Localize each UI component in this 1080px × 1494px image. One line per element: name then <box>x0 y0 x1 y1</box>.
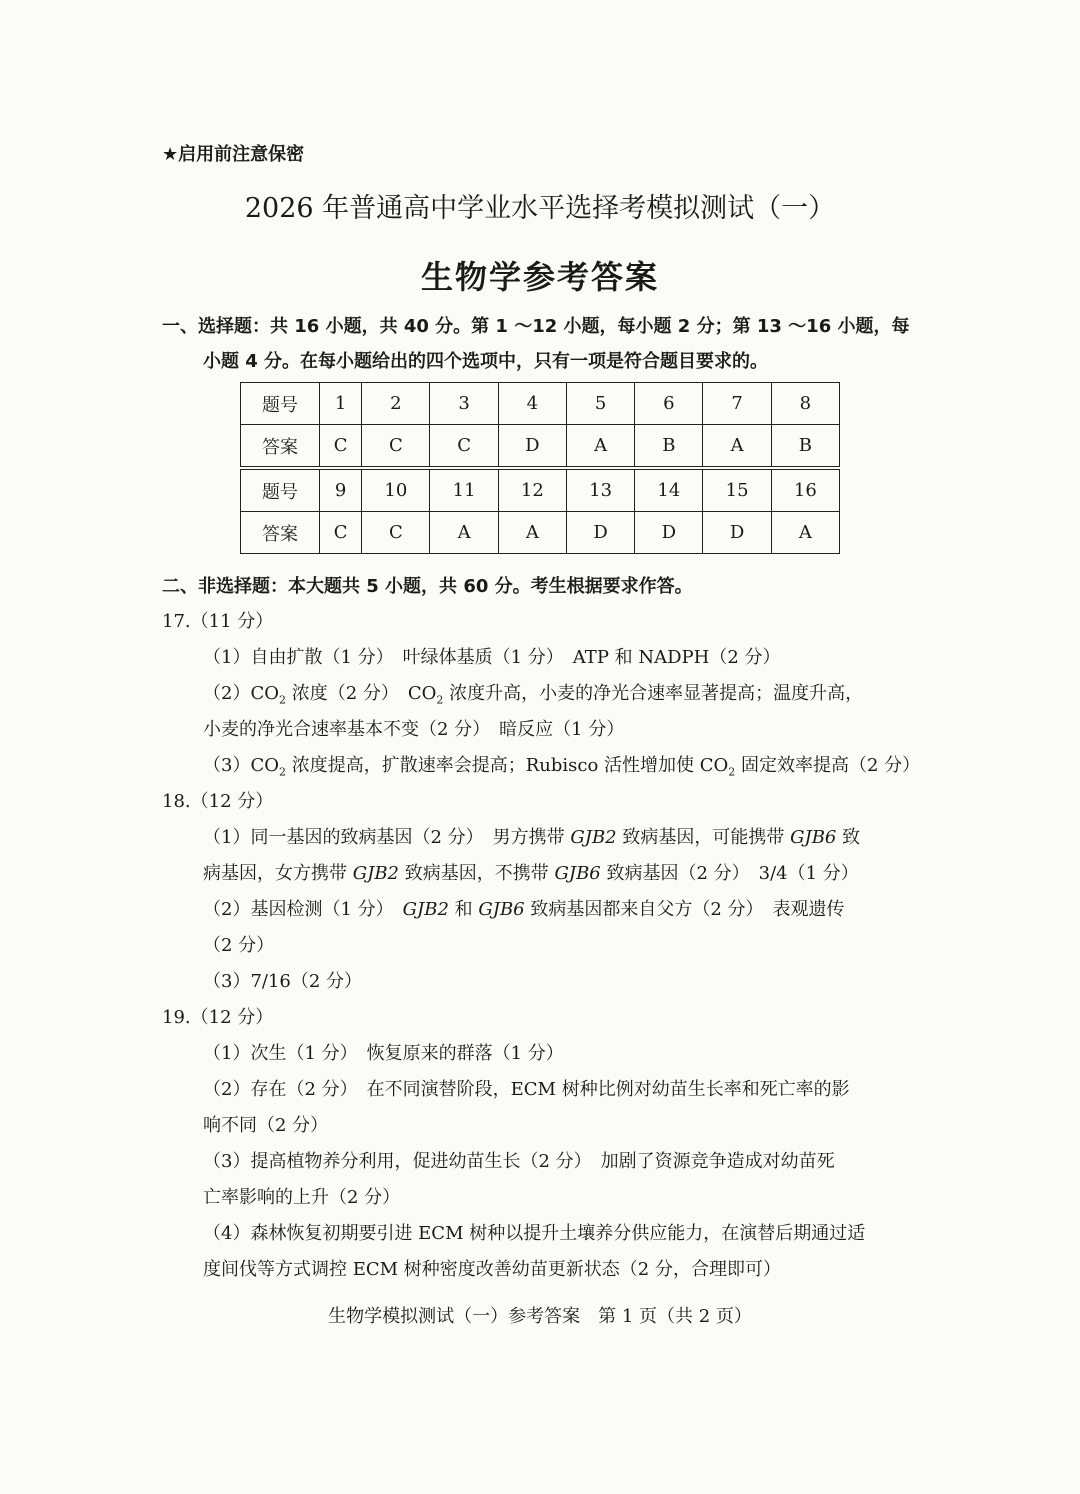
question-number: 11 <box>430 468 498 512</box>
answer-cell: A <box>498 512 566 554</box>
question-number: 3 <box>430 383 498 425</box>
q17-line1: （1）自由扩散（1 分） 叶绿体基质（1 分） ATP 和 NADPH（2 分） <box>203 647 781 668</box>
answer-cell: B <box>635 425 703 469</box>
question-number: 13 <box>566 468 634 512</box>
answer-cell: A <box>703 425 771 469</box>
q18-line2: 病基因，女方携带 GJB2 致病基因，不携带 GJB6 致病基因（2 分） 3/4（1 分） <box>203 863 859 884</box>
q19-line4: （3）提高植物养分利用，促进幼苗生长（2 分） 加剧了资源竞争造成对幼苗死 <box>203 1151 835 1172</box>
table-row <box>241 512 840 554</box>
question-number: 14 <box>635 468 703 512</box>
q18-heading: 18.（12 分） <box>162 791 274 812</box>
question-label: 题号 <box>241 468 320 512</box>
answer-label: 答案 <box>241 512 320 554</box>
q19-line5: 亡率影响的上升（2 分） <box>203 1187 401 1208</box>
exam-title: 2026 年普通高中学业水平选择考模拟测试（一） <box>244 193 836 224</box>
answer-cell: C <box>320 425 362 469</box>
table-row <box>241 468 840 512</box>
q18-line4: （2 分） <box>203 935 275 956</box>
q19-line6: （4）森林恢复初期要引进 ECM 树种以提升土壤养分供应能力，在演替后期通过适 <box>203 1223 866 1244</box>
question-number: 2 <box>362 383 430 425</box>
question-number: 8 <box>771 383 839 425</box>
q18-line5: （3）7/16（2 分） <box>203 971 363 992</box>
answer-cell: C <box>362 425 430 469</box>
q19-line3: 响不同（2 分） <box>203 1115 329 1136</box>
q18-line3: （2）基因检测（1 分） GJB2 和 GJB6 致病基因都来自父方（2 分） 表观遗传 <box>203 899 845 920</box>
section1-heading-line2: 小题 4 分。在每小题给出的四个选项中，只有一项是符合题目要求的。 <box>203 351 769 372</box>
question-number: 16 <box>771 468 839 512</box>
q17-line3: 小麦的净光合速率基本不变（2 分） 暗反应（1 分） <box>203 719 625 740</box>
section1-heading-line1: 一、选择题：共 16 小题，共 40 分。第 1 ～12 小题，每小题 2 分；第 13 ～16 小题，每 <box>162 316 910 337</box>
answer-cell: A <box>566 425 634 469</box>
confidential-notice: ★启用前注意保密 <box>162 144 305 165</box>
page-subtitle: 生物学参考答案 <box>420 258 659 296</box>
section2-heading: 二、非选择题：本大题共 5 小题，共 60 分。考生根据要求作答。 <box>162 576 693 597</box>
page-footer: 生物学模拟测试（一）参考答案 第 1 页（共 2 页） <box>328 1306 752 1327</box>
answer-cell: C <box>320 512 362 554</box>
q19-line2: （2）存在（2 分） 在不同演替阶段，ECM 树种比例对幼苗生长率和死亡率的影 <box>203 1079 850 1100</box>
answer-cell: B <box>771 425 839 469</box>
question-number: 10 <box>362 468 430 512</box>
question-number: 5 <box>566 383 634 425</box>
q17-line4: $(3)CO_2$ 浓度提高，扩散速率会提高；Rubisco 活性增加使 $CO_2$ 固定效率提高（2 分） <box>203 755 921 779</box>
question-number: 9 <box>320 468 362 512</box>
question-number: 1 <box>320 383 362 425</box>
q19-heading: 19.（12 分） <box>162 1007 274 1028</box>
q17-heading: 17.（11 分） <box>162 611 274 632</box>
q17-line2: $(2)CO_2$ 浓度（2 分） $CO_2$ 浓度升高，小麦的净光合速率显著提高；温度升高， <box>203 683 864 707</box>
answer-cell: C <box>362 512 430 554</box>
q18-line1: （1）同一基因的致病基因（2 分） 男方携带 GJB2 致病基因，可能携带 GJB6 致 <box>203 827 861 848</box>
answer-cell: D <box>498 425 566 469</box>
answer-label: 答案 <box>241 425 320 469</box>
answer-table <box>240 382 840 554</box>
q19-line1: （1）次生（1 分） 恢复原来的群落（1 分） <box>203 1043 564 1064</box>
question-number: 12 <box>498 468 566 512</box>
answer-cell: D <box>566 512 634 554</box>
question-number: 7 <box>703 383 771 425</box>
answer-cell: D <box>703 512 771 554</box>
q19-line7: 度间伐等方式调控 ECM 树种密度改善幼苗更新状态（2 分，合理即可） <box>203 1259 781 1280</box>
question-number: 6 <box>635 383 703 425</box>
question-number: 15 <box>703 468 771 512</box>
answer-cell: A <box>771 512 839 554</box>
answer-cell: D <box>635 512 703 554</box>
answer-cell: A <box>430 512 498 554</box>
table-row <box>241 425 840 469</box>
table-row <box>241 383 840 425</box>
answer-cell: C <box>430 425 498 469</box>
question-number: 4 <box>498 383 566 425</box>
question-label: 题号 <box>241 383 320 425</box>
